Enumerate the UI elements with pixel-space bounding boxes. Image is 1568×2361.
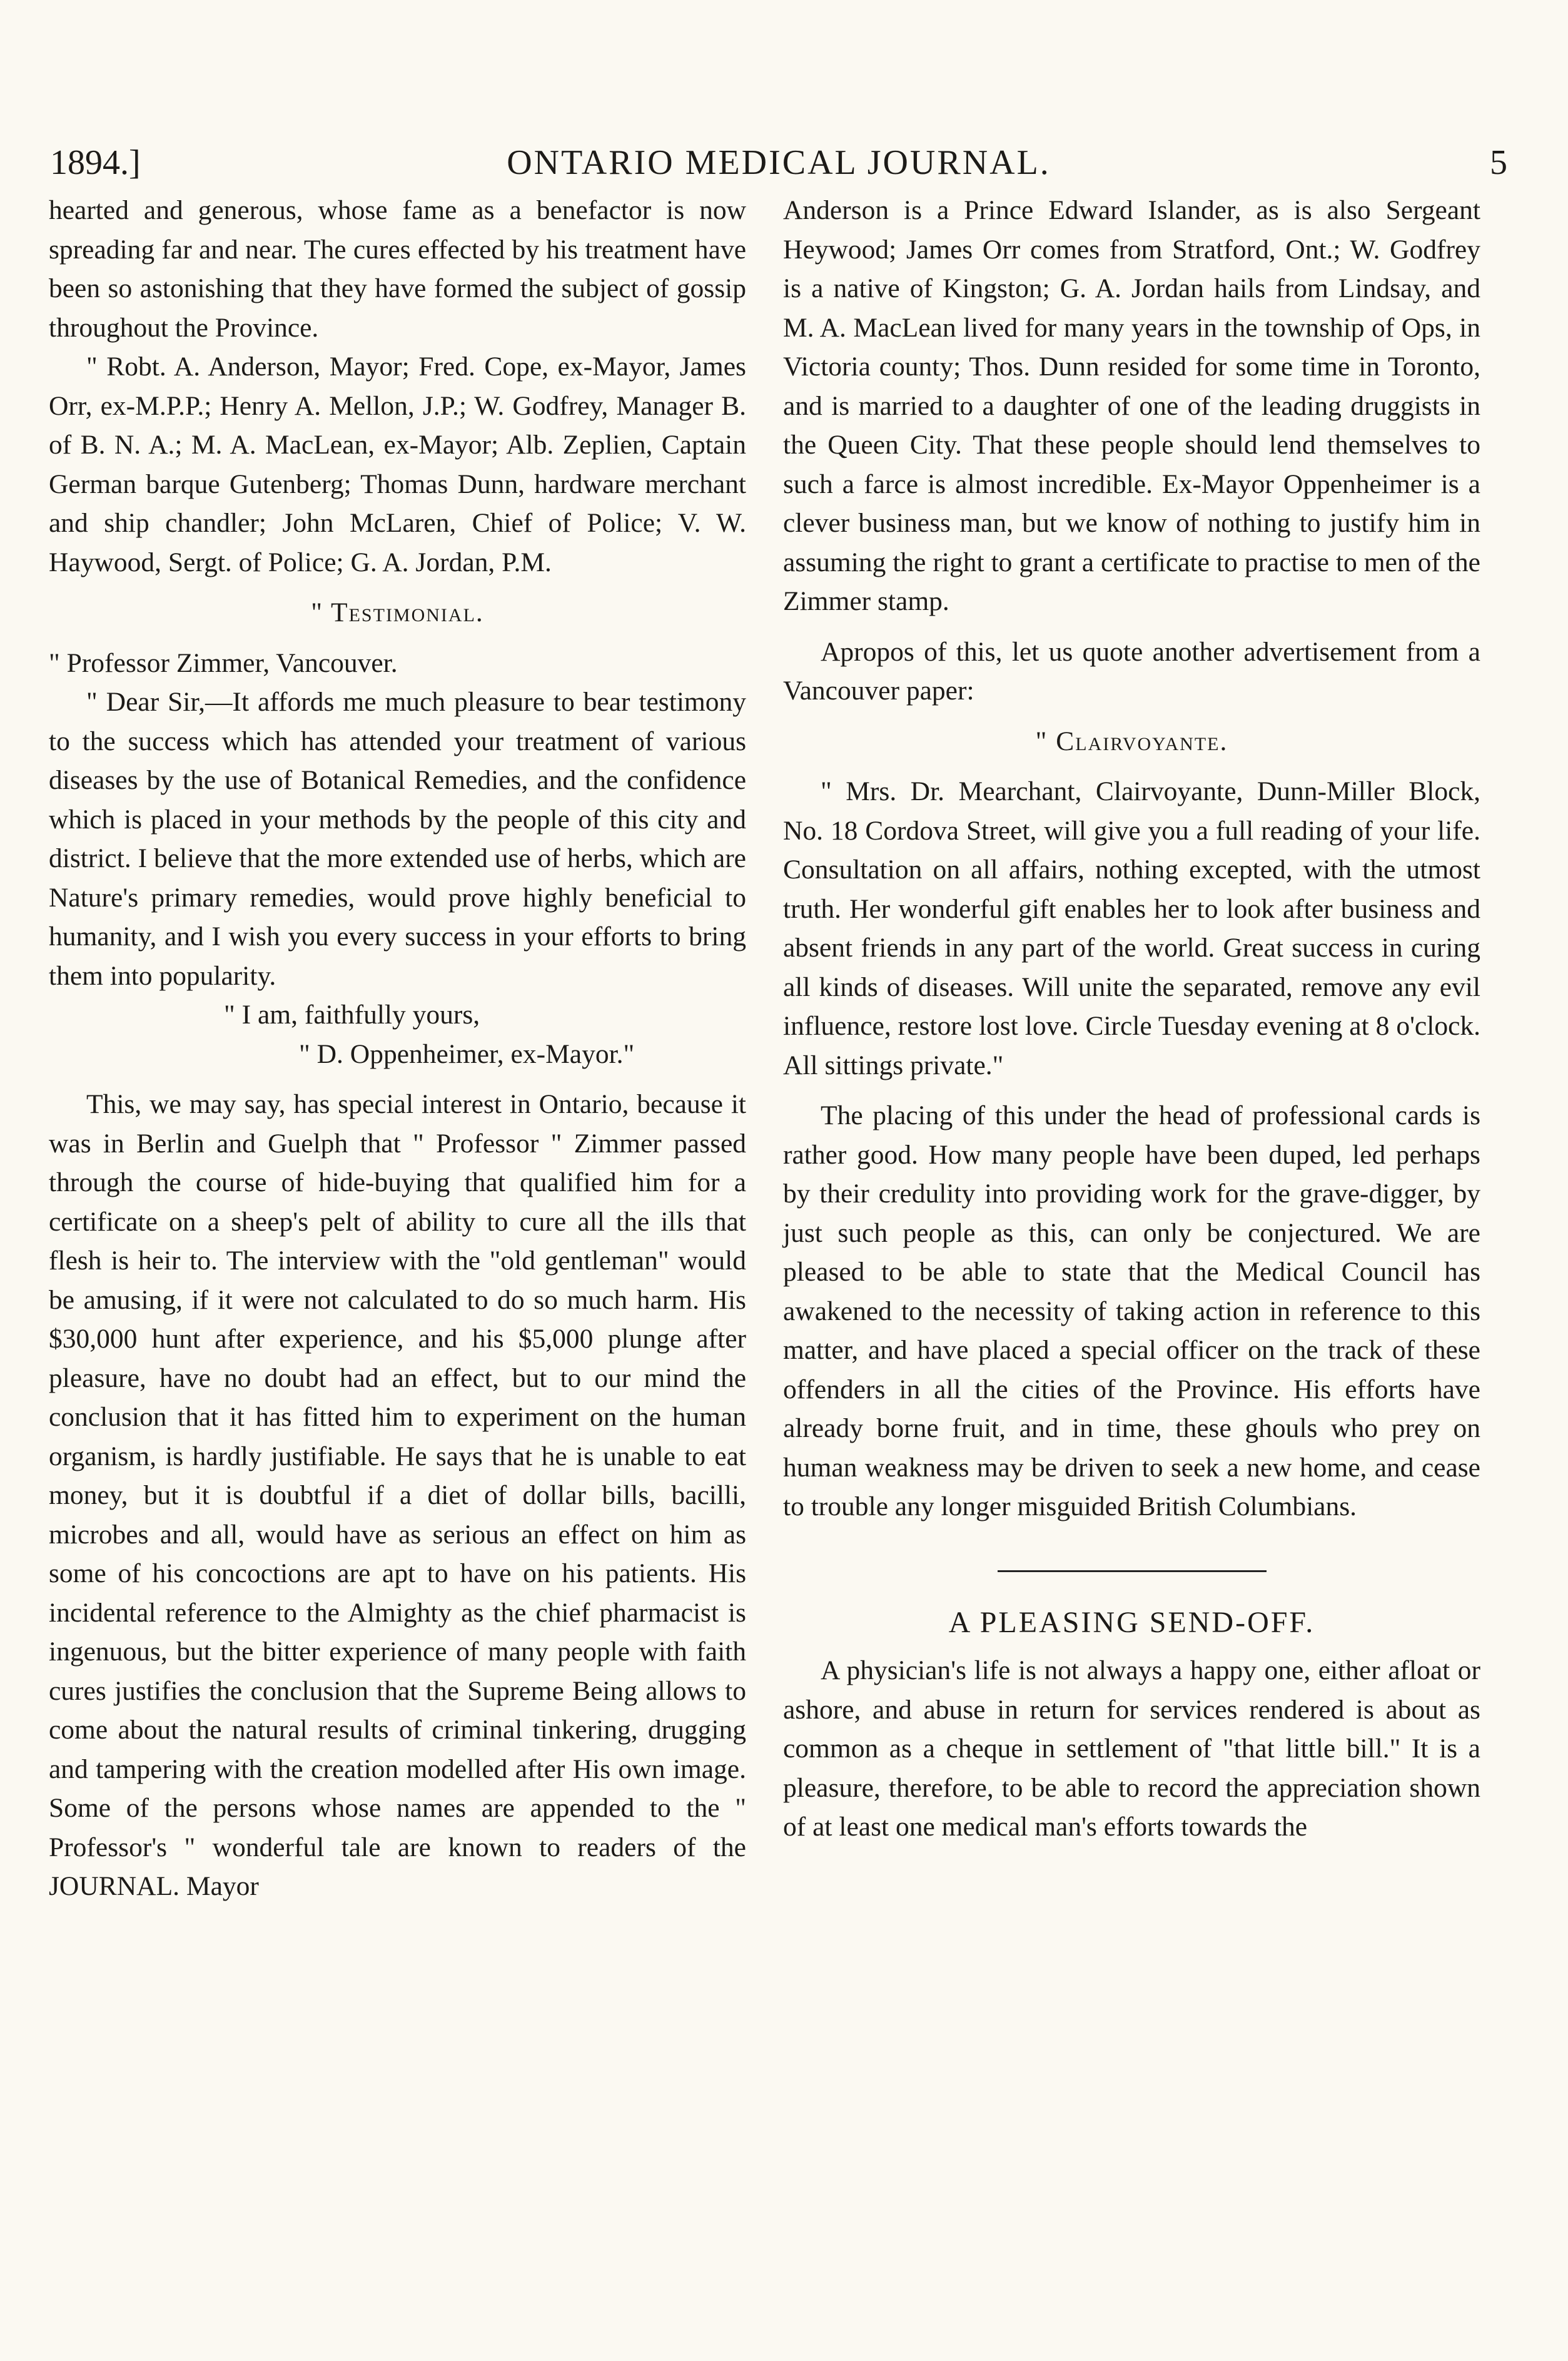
- letter-signature: " D. Oppenheimer, ex-Mayor.": [299, 1038, 635, 1069]
- letter-closing: " I am, faithfully yours,: [224, 1000, 480, 1030]
- closing-paragraph: The placing of this under the head of professional cards is rather good. How many people have been duped, led perhaps by their credulity into providing work for the grave-digger, by just such people as this, can only be conjectured. We are pleased to be able to state that the Medical Council has awakened to the necessity of taking action in reference to this matter, and have placed a special officer on the track of these offenders in all the cities of the Province. His efforts have already borne fruit, and in time, these ghouls who prey on human weakness may be driven to seek a new home, and cease to trouble any longer misguided British Columbians.: [783, 1100, 1480, 1521]
- left-column: [49, 191, 746, 1906]
- commentary-paragraph: This, we may say, has special interest in Ontario, because it was in Berlin and Guelph that " Professor " Zimmer passed through the course of hide-buying that qualified him for a certificate on a sheep's pelt of ability to cure all the ills that flesh is heir to. The interview with the "old gentleman" would be amusing, if it were not calculated to do so much harm. His $30,000 hunt after experience, and his $5,000 plunge after pleasure, have no doubt had an effect, but to our mind the conclusion that it has fitted him to experiment on the human organism, is hardly justifiable. He says that he is unable to eat money, but it is doubtful if a diet of dollar bills, bacilli, microbes and all, would have as serious an effect on him as some of his concoctions are apt to have on his patients. His incidental reference to the Almighty as the chief pharmacist is ingenuous, but the bitter experience of many people with faith cures justifies the conclusion that the Supreme Being allows to come about the natural results of criminal tinkering, drugging and tampering with the creation modelled after His own image. Some of the persons whose names are appended to the " Professor's " wonderful tale are known to readers of the JOURNAL. Mayor: [49, 1089, 746, 1901]
- section-divider: [998, 1570, 1267, 1572]
- apropos-paragraph: Apropos of this, let us quote another advertisement from a Vancouver paper:: [783, 636, 1480, 706]
- names-list: " Robt. A. Anderson, Mayor; Fred. Cope, ex-Mayor, James Orr, ex-M.P.P.; Henry A. Mellon, J.P.; W. Godfrey, Manager B. of B. N. A.; M. A. MacLean, ex-Mayor; Alb. Zeplien, Captain German barque Gutenberg; Thomas Dunn, hardware merchant and ship chandler; John McLaren, Chief of Police; V. W. Haywood, Sergt. of Police; G. A. Jordan, P.M.: [49, 352, 746, 577]
- testimonial-letter: " Dear Sir,—It affords me much pleasure to bear testimony to the success which has attended your treatment of various diseases by the use of Botanical Remedies, and the confidence which is placed in your methods by the people of this city and district. I believe that the more extended use of herbs, which are Nature's primary remedies, would prove highly beneficial to humanity, and I wish you every success in your efforts to bring them into popularity.: [49, 687, 746, 991]
- page-number: 5: [1490, 143, 1507, 182]
- journal-title: ONTARIO MEDICAL JOURNAL.: [507, 143, 1051, 182]
- paragraph-continuation-right: Anderson is a Prince Edward Islander, as is also Sergeant Heywood; James Orr comes from Stratford, Ont.; W. Godfrey is a native of Kingston; G. A. Jordan hails from Lindsay, and M. A. MacLean lived for many years in the township of Ops, in Victoria county; Thos. Dunn resided for some time in Toronto, and is married to a daughter of one of the leading druggists in the Queen City. That these people should lend themselves to such a farce is almost incredible. Ex-Mayor Oppenheimer is a clever business man, but we know of nothing to justify him in assuming the right to grant a certificate to practise to men of the Zimmer stamp.: [783, 195, 1480, 616]
- section-title: A PLEASING SEND-OFF.: [948, 1605, 1315, 1639]
- testimonial-heading: " Testimonial.: [311, 597, 484, 627]
- send-off-paragraph: A physician's life is not always a happy one, either afloat or ashore, and abuse in return for services rendered is about as common as a cheque in settlement of "that little bill." It is a pleasure, therefore, to be able to record the appreciation shown of at least one medical man's efforts towards the: [783, 1655, 1480, 1842]
- running-header: [50, 143, 1507, 193]
- header-year: 1894.]: [50, 143, 141, 182]
- advertisement-body: " Mrs. Dr. Mearchant, Clairvoyante, Dunn-Miller Block, No. 18 Cordova Street, will give you a full reading of your life. Consultation on all affairs, nothing excepted, with the utmost truth. Her wonderful gift enables her to look after business and absent friends in any part of the world. Great success in curing all kinds of diseases. Will unite the separated, remove any evil influence, restore lost love. Circle Tuesday evening at 8 o'clock. All sittings private.": [783, 776, 1480, 1080]
- paragraph-continuation: hearted and generous, whose fame as a benefactor is now spreading far and near. The cures effected by his treatment have been so astonishing that they have formed the subject of gossip throughout the Province.: [49, 195, 746, 343]
- right-column: [783, 191, 1480, 1847]
- testimonial-addressee: " Professor Zimmer, Vancouver.: [49, 647, 398, 678]
- advertisement-heading: " Clairvoyante.: [1035, 726, 1228, 756]
